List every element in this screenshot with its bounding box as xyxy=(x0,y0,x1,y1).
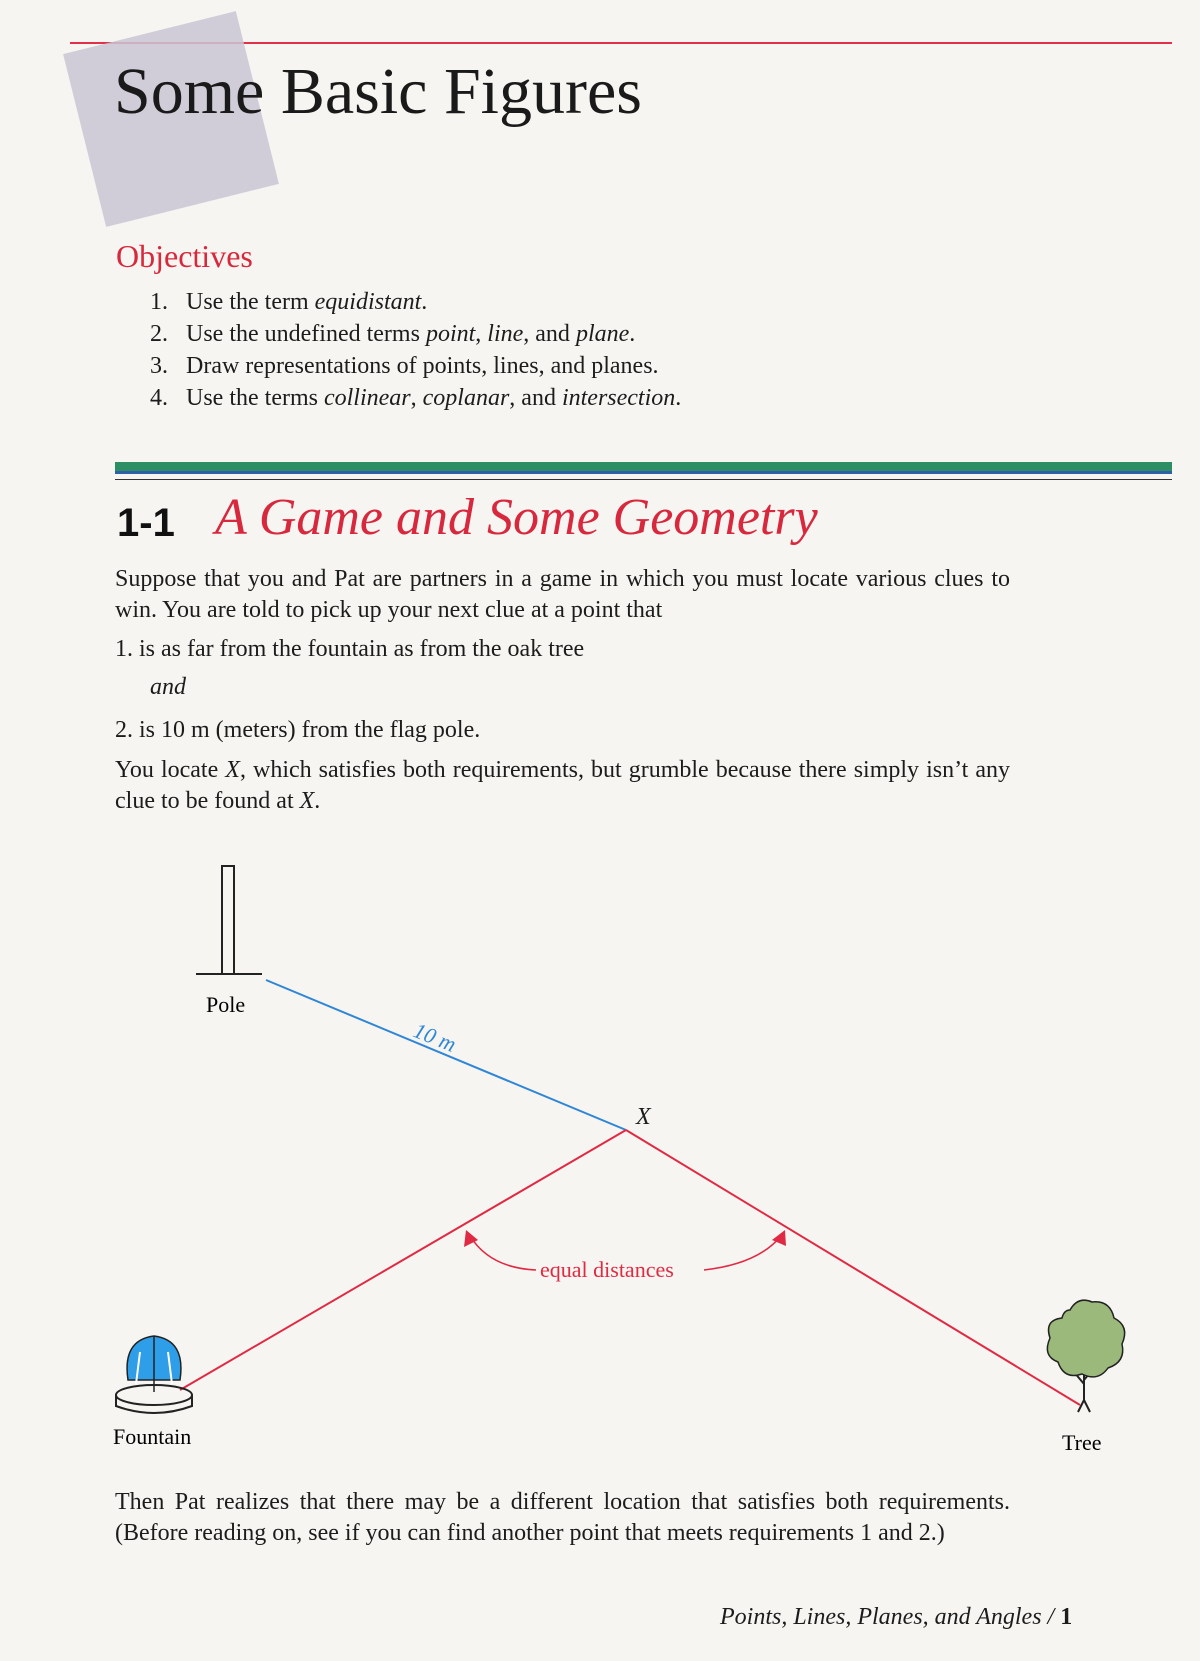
footer-text: Points, Lines, Planes, and Angles / xyxy=(720,1604,1061,1630)
page-footer xyxy=(720,1604,1072,1631)
objective-item: 4. Use the terms collinear, coplanar, and intersection. xyxy=(150,385,682,411)
closing-paragraph: Then Pat realizes that there may be a different location that satisfies both requirements. (Before reading on, see if you can find another point that meets requirements 1 and 2.) xyxy=(115,1489,1010,1546)
x-to-tree-line xyxy=(626,1130,1080,1405)
distance-label: 10 m xyxy=(410,1017,460,1057)
objective-item: 1. Use the term equidistant. xyxy=(150,289,428,315)
point-x-label: X xyxy=(636,1104,651,1130)
connector-and: and xyxy=(150,674,186,700)
equal-distances-label: equal distances xyxy=(540,1257,674,1282)
section-number: 1-1 xyxy=(117,501,175,545)
objective-item: 3. Draw representations of points, lines, and planes. xyxy=(150,353,659,379)
fountain-label: Fountain xyxy=(113,1424,192,1449)
objectives-heading: Objectives xyxy=(116,238,253,274)
objective-item: 2. Use the undefined terms point, line, and plane. xyxy=(150,321,636,347)
result-paragraph: You locate X, which satisfies both requirements, but grumble because there simply isn’t any clue to be found at X. xyxy=(115,757,1010,814)
tree-label: Tree xyxy=(1062,1430,1102,1455)
page-number: 1 xyxy=(1060,1604,1073,1630)
tree-icon xyxy=(1047,1300,1124,1412)
requirement-1: 1. is as far from the fountain as from the oak tree xyxy=(115,636,585,662)
pole-label: Pole xyxy=(206,992,246,1017)
requirement-2: 2. is 10 m (meters) from the flag pole. xyxy=(115,717,481,743)
chapter-title: Some Basic Figures xyxy=(114,55,642,128)
intro-paragraph: Suppose that you and Pat are partners in a game in which you must locate various clues to win. You are told to pick up your next clue at a point that xyxy=(115,566,1010,623)
fountain-icon xyxy=(116,1336,192,1413)
section-title: A Game and Some Geometry xyxy=(215,489,818,546)
flag-pole-icon xyxy=(196,866,262,974)
